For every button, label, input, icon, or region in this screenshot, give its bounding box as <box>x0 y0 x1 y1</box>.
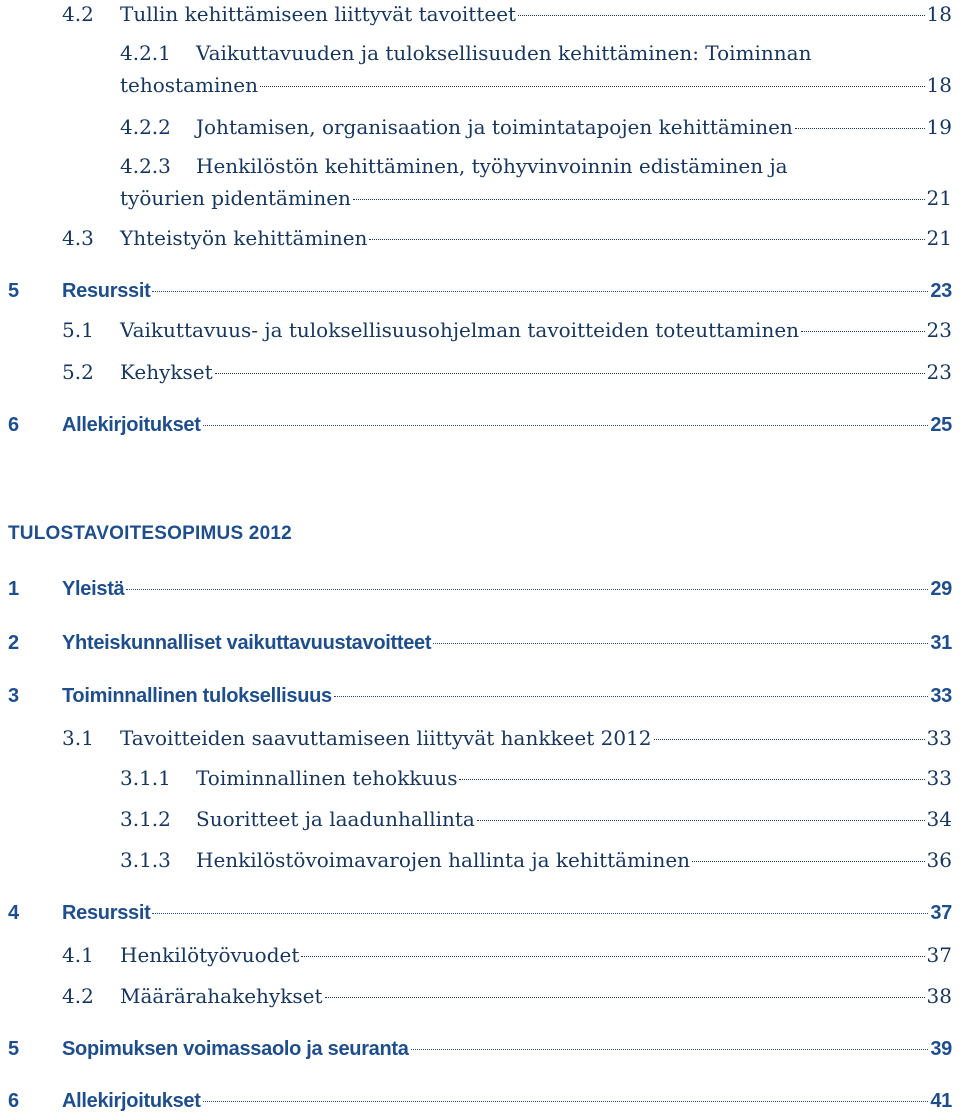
toc-entry-number: 5.1 <box>62 318 94 342</box>
dot-leader <box>518 15 924 16</box>
toc-entry-title: Kehykset <box>120 360 213 384</box>
toc-entry[interactable] <box>0 632 952 658</box>
toc-entry-page-number: 23 <box>926 318 952 342</box>
toc-entry-line <box>62 578 952 601</box>
toc-entry-page-number: 41 <box>930 1090 952 1112</box>
toc-entry-number: 3 <box>8 685 19 707</box>
toc-entry-title: Resurssit <box>62 902 151 924</box>
toc-entry-line <box>196 807 952 831</box>
toc-entry-number: 6 <box>8 414 19 436</box>
dot-leader <box>369 239 924 240</box>
toc-entry-title: tehostaminen <box>120 73 258 97</box>
toc-entry-line <box>62 414 952 437</box>
toc-entry-title: Henkilöstövoimavarojen hallinta ja kehittäminen <box>196 848 691 872</box>
toc-entry-number: 3.1.2 <box>120 807 171 831</box>
toc-entry-line <box>62 632 952 655</box>
toc-entry-line <box>196 766 952 790</box>
toc-entry-page-number: 19 <box>926 115 952 139</box>
toc-entry-number: 4.2.3 <box>120 154 171 178</box>
toc-entry[interactable] <box>0 186 952 212</box>
dot-leader <box>152 291 928 292</box>
toc-entry-number: 2 <box>8 632 19 654</box>
toc-entry-title-line1: Vaikuttavuuden ja tuloksellisuuden kehittäminen: Toiminnan <box>196 41 812 65</box>
toc-entry[interactable] <box>0 902 952 928</box>
toc-entry-page-number: 34 <box>926 807 952 831</box>
dot-leader <box>411 1049 929 1050</box>
toc-entry-page-number: 38 <box>926 984 952 1008</box>
toc-entry[interactable] <box>0 726 952 752</box>
toc-entry-line <box>62 902 952 925</box>
toc-entry-number: 5.2 <box>62 360 94 384</box>
dot-leader <box>353 199 925 200</box>
toc-entry-title: Yhteistyön kehittäminen <box>120 226 368 250</box>
toc-entry-first-line <box>120 154 788 178</box>
toc-entry-line <box>120 726 952 750</box>
toc-entry-title: Resurssit <box>62 280 151 302</box>
toc-entry-title: työurien pidentäminen <box>120 186 351 210</box>
toc-entry-number: 4.2.1 <box>120 41 171 65</box>
dot-leader <box>433 643 928 644</box>
toc-entry-line <box>120 226 952 250</box>
dot-leader <box>692 861 925 862</box>
toc-entry-title: Tavoitteiden saavuttamiseen liittyvät hankkeet 2012 <box>120 726 652 750</box>
toc-entry[interactable] <box>0 115 952 141</box>
dot-leader <box>126 589 928 590</box>
toc-entry-title-line1: Henkilöstön kehittäminen, työhyvinvoinnin edistäminen ja <box>196 154 788 178</box>
dot-leader <box>260 86 925 87</box>
toc-entry-line <box>120 360 952 384</box>
toc-entry-page-number: 36 <box>926 848 952 872</box>
dot-leader <box>654 739 925 740</box>
dot-leader <box>801 331 924 332</box>
dot-leader <box>459 779 924 780</box>
toc-entry-number: 3.1.1 <box>120 766 171 790</box>
dot-leader <box>795 128 925 129</box>
toc-entry-title: Henkilötyövuodet <box>120 943 300 967</box>
toc-entry-page-number: 21 <box>926 226 952 250</box>
toc-entry-page-number: 33 <box>926 766 952 790</box>
toc-entry-number: 1 <box>8 578 19 600</box>
toc-entry-line <box>62 1090 952 1113</box>
toc-entry-title: Yleistä <box>62 578 125 600</box>
dot-leader <box>334 696 928 697</box>
toc-entry-page-number: 37 <box>930 902 952 924</box>
toc-entry-line <box>62 685 952 708</box>
toc-entry-title: Tullin kehittämiseen liittyvät tavoitteet <box>120 2 517 26</box>
toc-entry[interactable] <box>0 807 952 833</box>
toc-entry-line <box>120 318 952 342</box>
toc-entry-number: 5 <box>8 280 19 302</box>
toc-entry-number: 3.1 <box>62 726 94 750</box>
toc-entry-number: 4 <box>8 902 19 924</box>
toc-entry-page-number: 31 <box>930 632 952 654</box>
toc-entry-number: 6 <box>8 1090 19 1112</box>
toc-entry-page-number: 18 <box>926 2 952 26</box>
toc-entry-line <box>120 2 952 26</box>
toc-entry-page-number: 25 <box>930 414 952 436</box>
toc-entry[interactable] <box>0 318 952 344</box>
toc-entry[interactable] <box>0 984 952 1010</box>
dot-leader <box>477 820 925 821</box>
dot-leader <box>152 913 928 914</box>
dot-leader <box>203 425 929 426</box>
toc-entry-page-number: 21 <box>926 186 952 210</box>
toc-entry-title: Suoritteet ja laadunhallinta <box>196 807 475 831</box>
dot-leader <box>301 956 924 957</box>
toc-entry[interactable] <box>0 766 952 792</box>
toc-entry-title: Toiminnallinen tehokkuus <box>196 766 458 790</box>
toc-entry-page-number: 33 <box>926 726 952 750</box>
toc-entry[interactable] <box>0 1038 952 1064</box>
toc-entry[interactable] <box>0 360 952 386</box>
toc-entry[interactable] <box>0 685 952 711</box>
toc-entry-title: Allekirjoitukset <box>62 414 201 436</box>
toc-entry-title: Allekirjoitukset <box>62 1090 201 1112</box>
toc-entry[interactable] <box>0 943 952 969</box>
toc-entry-page-number: 33 <box>930 685 952 707</box>
toc-entry[interactable] <box>0 1090 952 1116</box>
toc-entry-line <box>120 984 952 1008</box>
toc-entry-page-number: 23 <box>930 280 952 302</box>
toc-entry-number: 4.2 <box>62 2 94 26</box>
toc-entry-title: Johtamisen, organisaation ja toimintatapojen kehittäminen <box>196 115 793 139</box>
toc-entry[interactable] <box>0 2 952 28</box>
dot-leader <box>215 373 925 374</box>
toc-entry-line <box>120 73 952 97</box>
toc-entry-number: 5 <box>8 1038 19 1060</box>
toc-entry-line <box>196 848 952 872</box>
toc-entry-title: Määrärahakehykset <box>120 984 323 1008</box>
toc-entry-line <box>120 186 952 210</box>
toc-entry[interactable] <box>0 578 952 604</box>
toc-entry-page-number: 29 <box>930 578 952 600</box>
toc-entry-title: Toiminnallinen tuloksellisuus <box>62 685 332 707</box>
dot-leader <box>325 997 925 998</box>
toc-entry-line <box>120 943 952 967</box>
toc-entry-title: Yhteiskunnalliset vaikuttavuustavoitteet <box>62 632 432 654</box>
section-heading: TULOSTAVOITESOPIMUS 2012 <box>8 523 292 544</box>
toc-entry[interactable] <box>0 280 952 306</box>
toc-entry-line <box>62 1038 952 1061</box>
toc-entry-line <box>196 115 952 139</box>
toc-entry-first-line <box>120 41 812 65</box>
toc-entry[interactable] <box>0 848 952 874</box>
toc-entry-number: 4.2.2 <box>120 115 171 139</box>
toc-entry-number: 4.2 <box>62 984 94 1008</box>
toc-entry-page-number: 39 <box>930 1038 952 1060</box>
toc-entry[interactable] <box>0 414 952 440</box>
toc-entry-number: 3.1.3 <box>120 848 171 872</box>
toc-entry-page-number: 37 <box>926 943 952 967</box>
dot-leader <box>203 1101 929 1102</box>
toc-entry-number: 4.3 <box>62 226 94 250</box>
toc-entry-line <box>62 280 952 303</box>
toc-entry[interactable] <box>0 73 952 99</box>
toc-entry[interactable] <box>0 226 952 252</box>
toc-entry-title: Vaikuttavuus- ja tuloksellisuusohjelman tavoitteiden toteuttaminen <box>120 318 800 342</box>
toc-entry-number: 4.1 <box>62 943 94 967</box>
toc-entry-page-number: 23 <box>926 360 952 384</box>
toc-entry-title: Sopimuksen voimassaolo ja seuranta <box>62 1038 409 1060</box>
toc-entry-page-number: 18 <box>926 73 952 97</box>
